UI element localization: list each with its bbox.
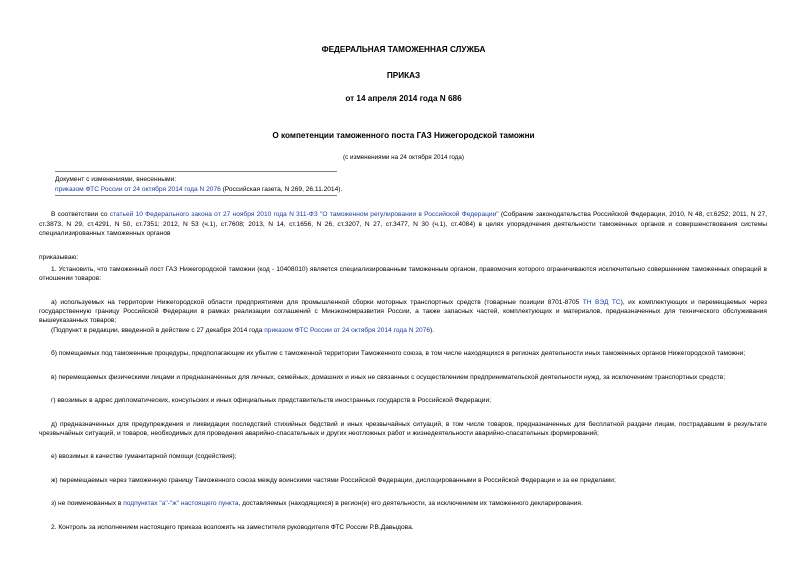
- item-z-text-2: , доставляемых (находящихся) в регион(е) его деятельности, за исключением их таможенного декларирования.: [238, 500, 583, 508]
- revision-end: ).: [430, 326, 435, 334]
- item-2-paragraph: 2. Контроль за исполнением настоящего приказа возложить на заместителя руководителя ФТС России Р.В.Давыдова.: [51, 523, 414, 531]
- agency-heading: ФЕДЕРАЛЬНАЯ ТАМОЖЕННАЯ СЛУЖБА: [321, 45, 486, 54]
- item-a-text-1: а) используемых на территории Нижегородской области предприятиями для промышленной сборки моторных транспортных средств (товарные позиции 8701-8705: [51, 298, 583, 306]
- item-a-paragraph: [39, 298, 767, 326]
- amendment-source: (Российская газета, N 269, 26.11.2014).: [220, 185, 343, 193]
- order-word: приказываю:: [39, 254, 79, 262]
- item-b-paragraph: б) помещаемых под таможенные процедуры, предполагающие их убытие с таможенной территории Таможенного союза, в том числе находящихся в регионах деятельности иных таможенных органов Нижегородской таможни;: [51, 350, 746, 358]
- document-body: [39, 171, 767, 532]
- item-d-paragraph: д) предназначенных для предупреждения и ликвидации последствий стихийных бедствий и иных чрезвычайных ситуаций, в том числе товаров, предназначенных для бесплатной раздачи лицам, пострадавшим в результате чрезвычайных ситуаций, и товаров, необходимых для проведения аварийно-спасательных и других неотложных работ и жизнедеятельности аварийно-спасательных формирований;: [39, 420, 767, 437]
- amendment-bottom-divider: [55, 195, 337, 196]
- item-z-text-1: з) не поименованных в: [51, 500, 124, 508]
- preamble-text-1: В соответствии со: [51, 211, 110, 219]
- document-type-heading: ПРИКАЗ: [386, 71, 421, 80]
- item-v-paragraph: в) перемещаемых физическими лицами и предназначенных для личных, семейных, домашних и иных не связанных с осуществлением предпринимательской деятельности нужд, за исключением транспортных средств;: [51, 373, 726, 381]
- date-number-heading: от 14 апреля 2014 года N 686: [345, 94, 462, 103]
- preamble-paragraph: [39, 210, 767, 238]
- item-a-text-2: ), их комплектующих и перемещаемых через государственную границу Российской Федерации в рамках реализации соглашений с Минэкономразвития России, а также запасных частей, комплектующих и материалов, предназначенных для технического обслуживания вышеуказанных товаров;: [39, 298, 767, 325]
- amendment-label: Документ с изменениями, внесенными:: [55, 176, 177, 184]
- preamble-text-2: (Собрание законодательства Российской Федерации, 2010, N 48, ст.6252; 2011, N 27, ст.3873, N 29, ст.4291, N 50, ст.7351; 2012, N 53 (ч.1), ст.7608; 2013, N 14, ст.1656, N 26, ст.3207, N 27, ст.3477, N 30 (ч.1), ст.4084) в целях упорядочения деятельности таможенных органов и совершенствования системы специализированных таможенных органов: [39, 211, 767, 238]
- amendment-link[interactable]: приказом ФТС России от 24 октября 2014 года N 2076: [55, 185, 221, 193]
- document-title: О компетенции таможенного поста ГАЗ Нижегородской таможни: [272, 131, 535, 140]
- federal-law-link[interactable]: статьей 10 Федерального закона от 27 ноября 2010 года N 311-ФЗ "О таможенном регулировании в Российской Федерации": [109, 211, 499, 219]
- item-1-paragraph: 1. Установить, что таможенный пост ГАЗ Нижегородской таможни (код - 10408010) является специализированным таможенным органом, правомочия которого ограничиваются исключительно совершением таможенных операций в отношении товаров:: [39, 265, 767, 283]
- amendment-top-divider: [55, 171, 337, 172]
- changes-note: (с изменениями на 24 октября 2014 года): [342, 154, 465, 161]
- item-zh-paragraph: ж) перемещаемых через таможенную границу Таможенного союза между воинскими частями Российской Федерации, дислоцированными в Российской Федерации и за ее пределами;: [51, 476, 616, 484]
- revision-order-link[interactable]: приказом ФТС России от 24 октября 2014 года N 2076: [264, 326, 431, 334]
- item-g-paragraph: г) ввозимых в адрес дипломатических, консульских и иных официальных представительств иностранных государств в Российской Федерации;: [51, 397, 491, 405]
- item-a-revision-note: [39, 326, 767, 335]
- tn-ved-link[interactable]: ТН ВЭД ТС: [582, 298, 621, 306]
- subitems-link[interactable]: подпунктах "а"-"ж" настоящего пункта: [123, 500, 239, 508]
- amendment-note: [55, 185, 767, 194]
- item-z-paragraph: [39, 499, 767, 508]
- revision-text: (Подпункт в редакции, введенной в действие с 27 декабря 2014 года: [51, 326, 265, 334]
- item-e-paragraph: е) ввозимых в качестве гуманитарной помощи (содействия);: [51, 453, 237, 461]
